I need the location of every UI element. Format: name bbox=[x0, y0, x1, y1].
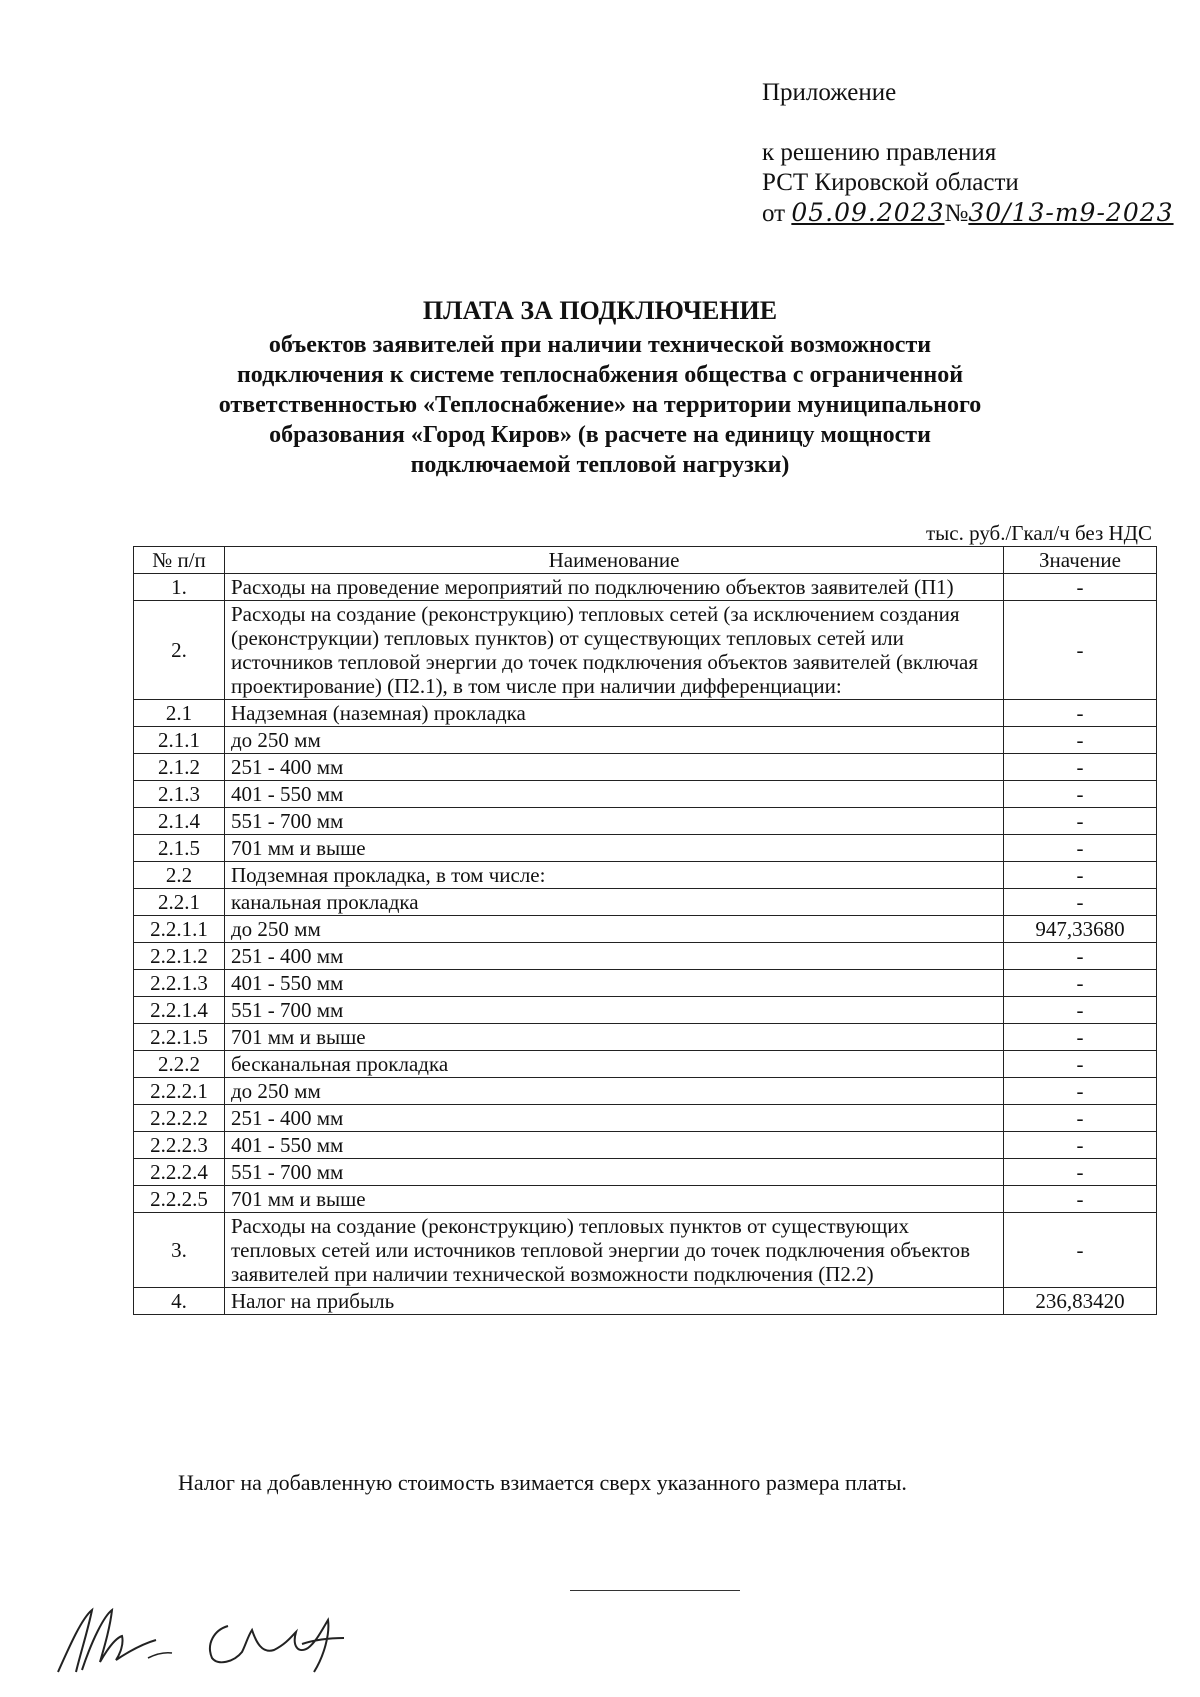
table-row bbox=[134, 808, 1157, 835]
signature-image bbox=[52, 1600, 352, 1680]
row-value: - bbox=[1004, 1213, 1157, 1288]
signatures bbox=[52, 1600, 352, 1685]
decision-number: 30/13-т9-2023 bbox=[968, 198, 1174, 227]
row-number: 2.2 bbox=[134, 862, 225, 889]
table-row bbox=[134, 700, 1157, 727]
row-name: 551 - 700 мм bbox=[225, 808, 1004, 835]
header-value: Значение bbox=[1004, 547, 1157, 574]
appendix-label: Приложение bbox=[762, 79, 897, 106]
row-number: 2.2.1.2 bbox=[134, 943, 225, 970]
row-name: бесканальная прокладка bbox=[225, 1051, 1004, 1078]
header-number: № п/п bbox=[134, 547, 225, 574]
row-number: 4. bbox=[134, 1288, 225, 1315]
subtitle-line: ответственностью «Теплоснабжение» на территории муниципального bbox=[218, 392, 982, 418]
row-name: до 250 мм bbox=[225, 916, 1004, 943]
row-value: - bbox=[1004, 835, 1157, 862]
row-number: 2.2.1.3 bbox=[134, 970, 225, 997]
row-number: 2.1.4 bbox=[134, 808, 225, 835]
row-name: 251 - 400 мм bbox=[225, 943, 1004, 970]
table-row bbox=[134, 916, 1157, 943]
table-row bbox=[134, 970, 1157, 997]
row-number: 2.2.2.5 bbox=[134, 1186, 225, 1213]
table-row bbox=[134, 1288, 1157, 1315]
row-value: - bbox=[1004, 1159, 1157, 1186]
row-name: Расходы на создание (реконструкцию) тепловых пунктов от существующих тепловых сетей или источников тепловой энергии до точек подключения объектов заявителей при наличии технической возможности подключения (П2.2) bbox=[225, 1213, 1004, 1288]
table-row bbox=[134, 1024, 1157, 1051]
row-value: - bbox=[1004, 727, 1157, 754]
row-value: - bbox=[1004, 574, 1157, 601]
row-name: Налог на прибыль bbox=[225, 1288, 1004, 1315]
row-value: - bbox=[1004, 970, 1157, 997]
row-value: - bbox=[1004, 1186, 1157, 1213]
row-value: 236,83420 bbox=[1004, 1288, 1157, 1315]
row-name: до 250 мм bbox=[225, 1078, 1004, 1105]
table-row bbox=[134, 727, 1157, 754]
row-number: 1. bbox=[134, 574, 225, 601]
table-header-row bbox=[134, 547, 1157, 574]
row-name: Подземная прокладка, в том числе: bbox=[225, 862, 1004, 889]
table-row bbox=[134, 781, 1157, 808]
table-row bbox=[134, 862, 1157, 889]
table-row bbox=[134, 997, 1157, 1024]
row-number: 2.2.1.5 bbox=[134, 1024, 225, 1051]
row-number: 2.2.1.1 bbox=[134, 916, 225, 943]
document-title: ПЛАТА ЗА ПОДКЛЮЧЕНИЕ bbox=[422, 296, 778, 325]
row-name: 251 - 400 мм bbox=[225, 754, 1004, 781]
row-number: 2.1.2 bbox=[134, 754, 225, 781]
row-value: - bbox=[1004, 808, 1157, 835]
row-name: до 250 мм bbox=[225, 727, 1004, 754]
row-name: 701 мм и выше bbox=[225, 835, 1004, 862]
row-value: - bbox=[1004, 1024, 1157, 1051]
decision-date-line bbox=[762, 198, 1174, 229]
decision-date: 05.09.2023 bbox=[791, 198, 945, 227]
table-row bbox=[134, 889, 1157, 916]
divider-line bbox=[570, 1590, 740, 1591]
row-value: - bbox=[1004, 1105, 1157, 1132]
header-name: Наименование bbox=[225, 547, 1004, 574]
row-number: 2.2.2.3 bbox=[134, 1132, 225, 1159]
row-name: Надземная (наземная) прокладка bbox=[225, 700, 1004, 727]
row-value: - bbox=[1004, 1051, 1157, 1078]
row-name: 701 мм и выше bbox=[225, 1186, 1004, 1213]
table-row bbox=[134, 1213, 1157, 1288]
row-number: 2.1.1 bbox=[134, 727, 225, 754]
row-name: 251 - 400 мм bbox=[225, 1105, 1004, 1132]
table-row bbox=[134, 754, 1157, 781]
table-row bbox=[134, 601, 1157, 700]
row-value: - bbox=[1004, 1132, 1157, 1159]
row-number: 2.2.2.2 bbox=[134, 1105, 225, 1132]
table-row bbox=[134, 1132, 1157, 1159]
table-row bbox=[134, 574, 1157, 601]
row-number: 3. bbox=[134, 1213, 225, 1288]
row-value: - bbox=[1004, 997, 1157, 1024]
table-row bbox=[134, 1159, 1157, 1186]
row-number: 2.2.2 bbox=[134, 1051, 225, 1078]
rates-table bbox=[133, 546, 1157, 1315]
row-number: 2.1.3 bbox=[134, 781, 225, 808]
table-row bbox=[134, 1186, 1157, 1213]
row-name: 401 - 550 мм bbox=[225, 1132, 1004, 1159]
row-value: 947,33680 bbox=[1004, 916, 1157, 943]
appendix-block bbox=[762, 78, 1174, 229]
row-number: 2. bbox=[134, 601, 225, 700]
row-number: 2.2.1 bbox=[134, 889, 225, 916]
row-value: - bbox=[1004, 700, 1157, 727]
number-sign: № bbox=[944, 200, 969, 227]
row-number: 2.1 bbox=[134, 700, 225, 727]
table-row bbox=[134, 1051, 1157, 1078]
subtitle-line: объектов заявителей при наличии технической возможности bbox=[268, 332, 932, 358]
subtitle-line: образования «Город Киров» (в расчете на единицу мощности bbox=[269, 422, 931, 448]
row-name: Расходы на проведение мероприятий по подключению объектов заявителей (П1) bbox=[225, 574, 1004, 601]
subtitle-line: подключаемой тепловой нагрузки) bbox=[410, 452, 790, 478]
row-value: - bbox=[1004, 943, 1157, 970]
row-number: 2.2.2.4 bbox=[134, 1159, 225, 1186]
document-subtitle bbox=[150, 330, 1050, 480]
vat-note: Налог на добавленную стоимость взимается сверх указанного размера платы. bbox=[178, 1470, 907, 1495]
row-value: - bbox=[1004, 601, 1157, 700]
row-number: 2.2.1.4 bbox=[134, 997, 225, 1024]
table-row bbox=[134, 943, 1157, 970]
row-name: канальная прокладка bbox=[225, 889, 1004, 916]
row-value: - bbox=[1004, 862, 1157, 889]
row-name: 401 - 550 мм bbox=[225, 781, 1004, 808]
row-number: 2.2.2.1 bbox=[134, 1078, 225, 1105]
row-value: - bbox=[1004, 781, 1157, 808]
table-row bbox=[134, 1105, 1157, 1132]
row-name: 701 мм и выше bbox=[225, 1024, 1004, 1051]
row-number: 2.1.5 bbox=[134, 835, 225, 862]
row-value: - bbox=[1004, 889, 1157, 916]
table-row bbox=[134, 835, 1157, 862]
units-label: тыс. руб./Гкал/ч без НДС bbox=[925, 521, 1152, 545]
row-name: 551 - 700 мм bbox=[225, 1159, 1004, 1186]
decision-line-2: РСТ Кировской области bbox=[762, 169, 1019, 196]
decision-line-1: к решению правления bbox=[762, 139, 997, 166]
subtitle-line: подключения к системе теплоснабжения общества с ограниченной bbox=[236, 362, 964, 388]
date-prefix: от bbox=[762, 200, 786, 227]
row-value: - bbox=[1004, 754, 1157, 781]
table-row bbox=[134, 1078, 1157, 1105]
row-value: - bbox=[1004, 1078, 1157, 1105]
row-name: 551 - 700 мм bbox=[225, 997, 1004, 1024]
row-name: Расходы на создание (реконструкцию) тепловых сетей (за исключением создания (реконструкции) тепловых пунктов) от существующих тепловых сетей или источников тепловой энергии до точек подключения объектов заявителей (включая проектирование) (П2.1), в том числе при наличии дифференциации: bbox=[225, 601, 1004, 700]
row-name: 401 - 550 мм bbox=[225, 970, 1004, 997]
